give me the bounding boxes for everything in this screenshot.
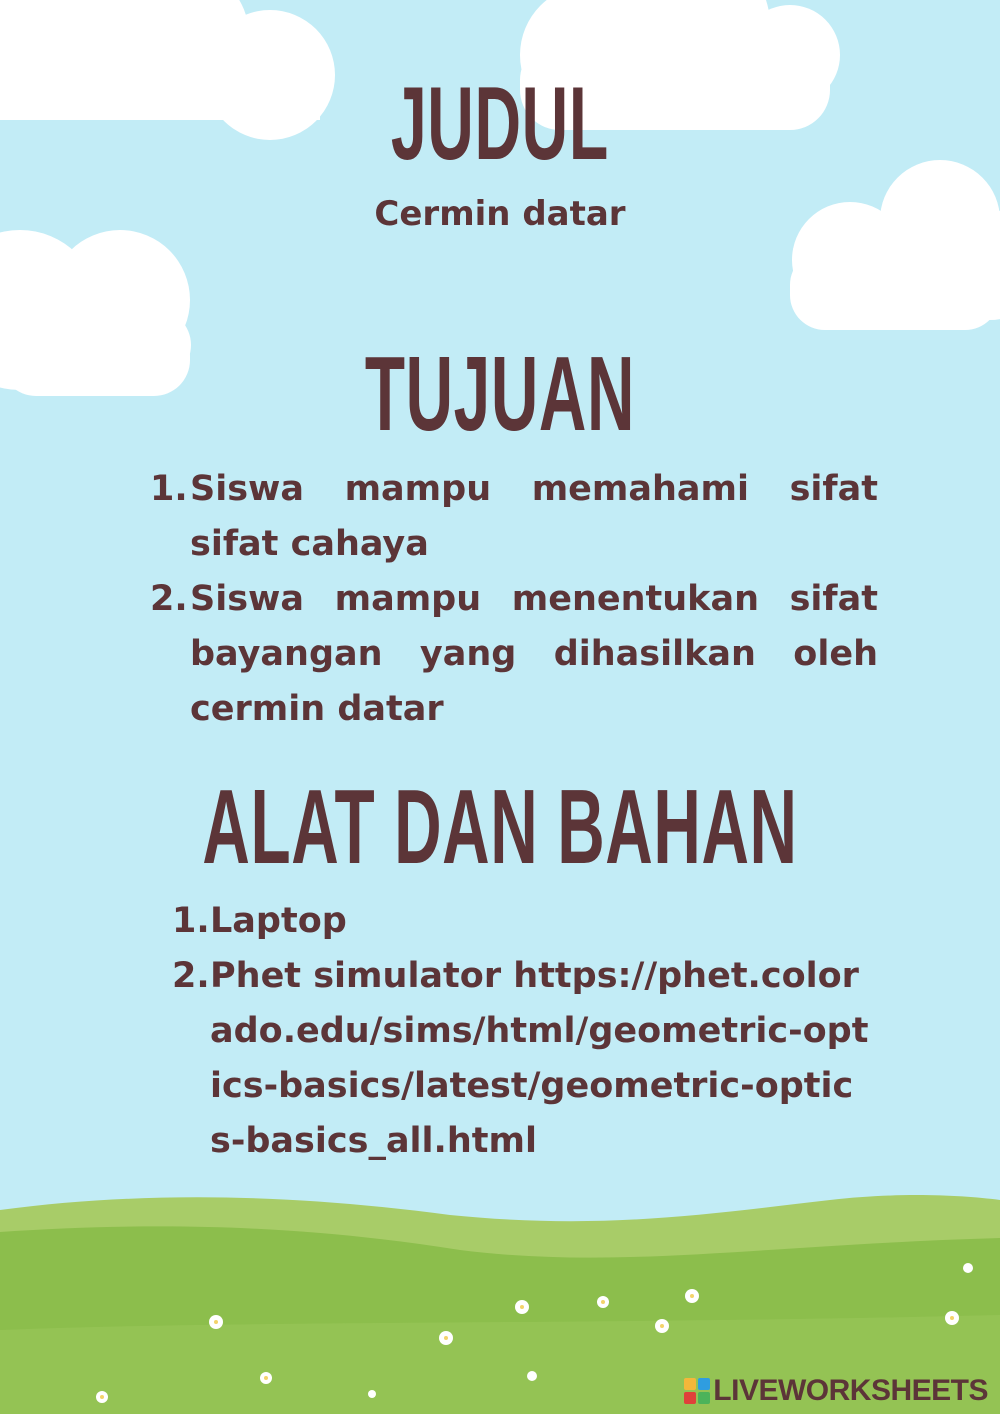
list-item-number: 2.	[172, 956, 210, 996]
tujuan-heading: TUJUAN	[364, 335, 636, 453]
list-item-number: 1.	[172, 901, 210, 941]
list-item-text: Siswa mampu memahami sifat sifat cahaya	[190, 469, 878, 564]
liveworksheets-brand	[684, 1374, 988, 1408]
judul-heading: JUDUL	[390, 66, 610, 182]
judul-subtitle: Cermin datar	[374, 194, 626, 234]
list-item-text: Siswa mampu menentukan sifat bayangan yang dihasilkan oleh cermin datar	[190, 579, 878, 729]
cloud-middle-right	[790, 160, 1000, 330]
alat-list	[172, 894, 872, 1169]
liveworksheets-logo-icon	[684, 1378, 710, 1404]
list-item-text: Phet simulator https://phet.colorado.edu/sims/html/geometric-optics-basics/latest/geometric-optics-basics_all.html	[210, 956, 869, 1161]
list-item	[150, 462, 878, 572]
list-item	[172, 949, 872, 1169]
list-item-number: 2.	[150, 579, 188, 619]
list-item-text: Laptop	[210, 901, 347, 941]
list-item	[150, 572, 878, 737]
tujuan-list	[150, 462, 878, 737]
list-item-number: 1.	[150, 469, 188, 509]
brand-name: LIVEWORKSHEETS	[713, 1374, 988, 1407]
alat-dan-bahan-heading: ALAT DAN BAHAN	[202, 768, 798, 886]
list-item	[172, 894, 872, 949]
